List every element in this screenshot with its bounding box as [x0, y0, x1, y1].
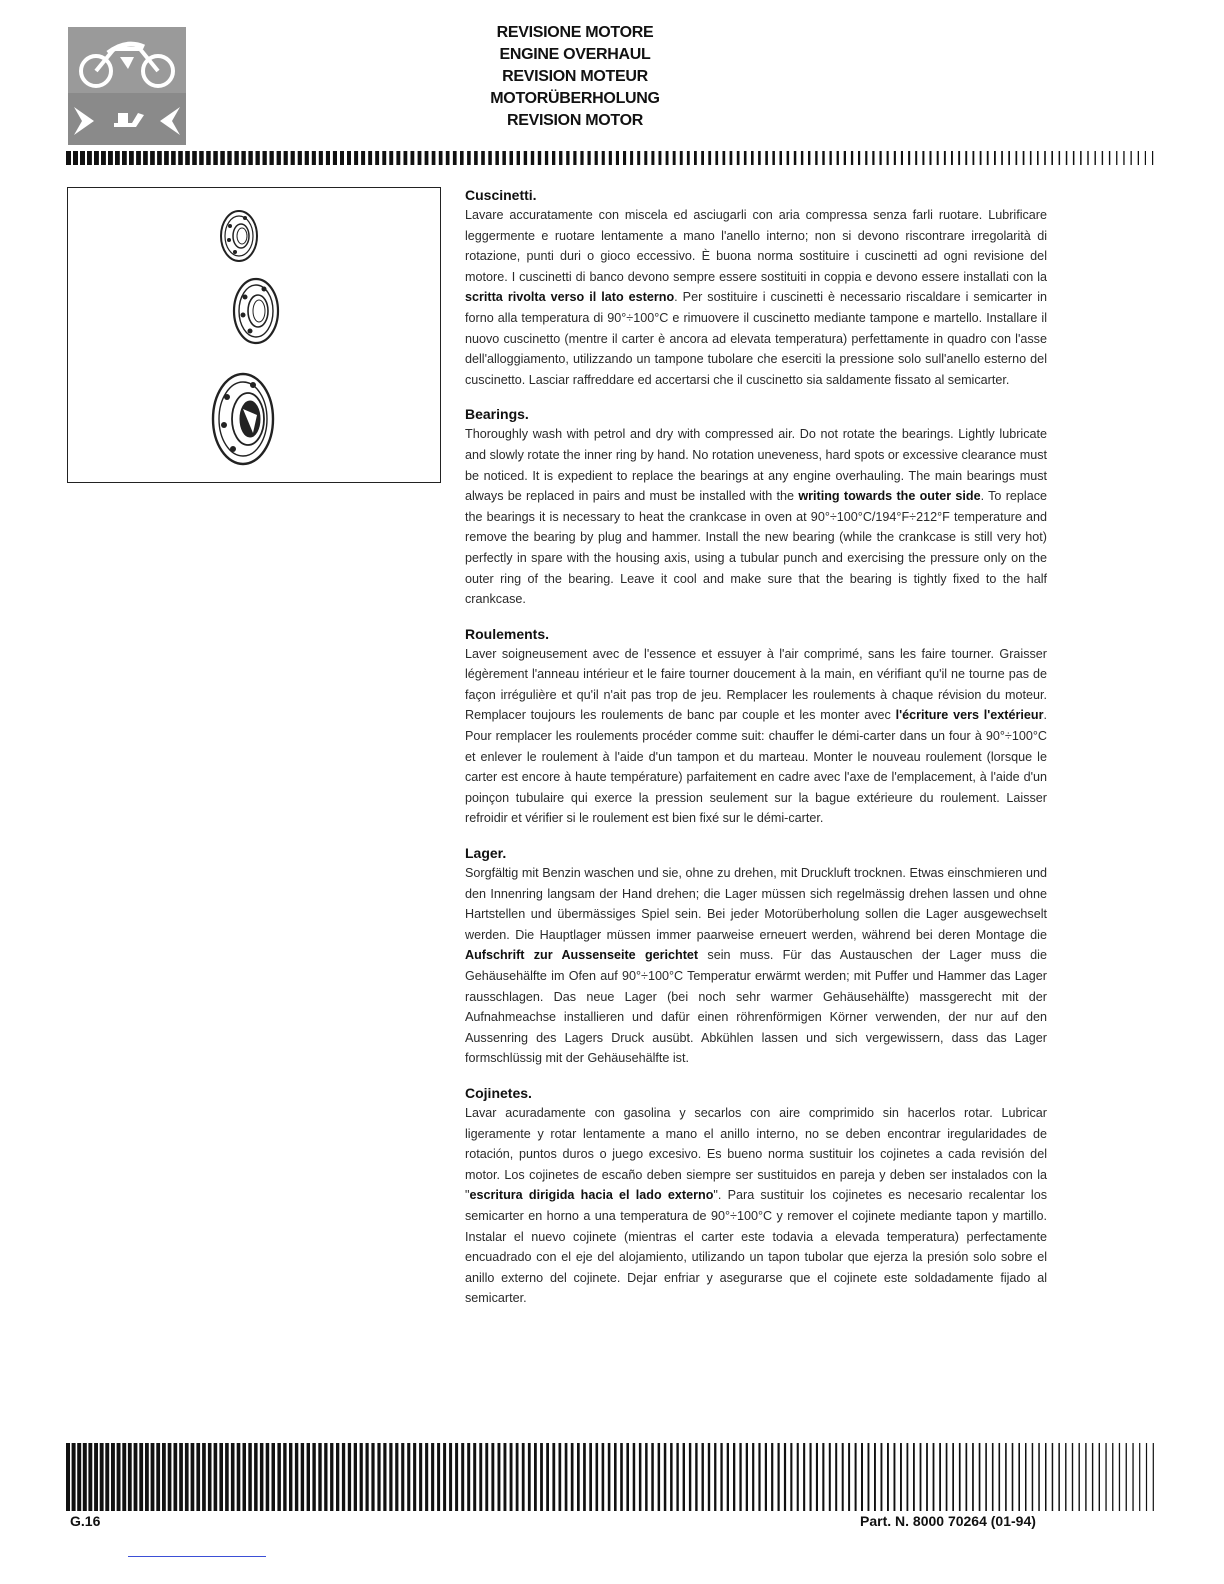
section-de: [465, 843, 1047, 1069]
section-en: [465, 404, 1047, 609]
section-heading: Cojinetes.: [465, 1084, 532, 1101]
section-body: Laver soigneusement avec de l'essence et essuyer à l'air comprimé, sans les faire tourner. Graisser légèrement l'anneau intérieur et le faire tourner doucement à la main, en vérifiant qu'il ne tourne pas de façon irrégulière et qu'il n'ait pas trop de jeu. Remplacer les roulements à chaque révision du moteur. Remplacer toujours les roulements de banc par couple et les monter avec l'écriture vers l'extérieur. Pour remplacer les roulements procéder comme suit: chauffer le démi-carter dans un four à 90°÷100°C et enlever le roulement à l'aide d'un tampon et du marteau. Monter le nouveau roulement (lorsque le carter est encore à haute température) parfaitement en cadre avec l'axe de l'emplacement, à l'aide d'un poinçon tubulaire qui exerce la pression seulement sur la bague extérieure du roulement. Laisser refroidir et vérifier si le roulement est bien fixé sur le démi-carter.: [465, 646, 1047, 826]
section-heading: Roulements.: [465, 625, 550, 642]
page-titles: [425, 22, 725, 132]
section-it: [465, 185, 1047, 390]
title-fr: REVISION MOTEUR: [502, 68, 648, 85]
section-heading: Bearings.: [465, 406, 529, 423]
section-body: Lavare accuratamente con miscela ed asciugarli con aria compressa senza farli ruotare. Lubrificare leggermente e ruotare lentamente a mano l'anello interno; non si devono riscontrare irregolarità di rotazione, punti duri o gioco eccessivo. È buona norma sostituire i cuscinetti ad ogni revisione del motore. I cuscinetti di banco devono sempre essere sostituiti in coppia e devono essere installati con la scritta rivolta verso il lato esterno. Per sostituire i cuscinetti è necessario riscaldare i semicarter in forno alla temperatura di 90°÷100°C e rimuovere il cuscinetto mediante tampone e martello. Installare il nuovo cuscinetto (mentre il carter è ancora ad elevata temperatura) perfettamente in quadro con l'asse dell'alloggiamento, utilizzando un tampone tubolare che eserciti la pressione solo sull'anello esterno del cuscinetto. Lasciar raffreddare ed accertarsi che il cuscinetto sia saldamente fissato al semicarter.: [465, 208, 1048, 387]
part-number: Part. N. 8000 70264 (01-94): [860, 1513, 1036, 1529]
title-en: ENGINE OVERHAUL: [499, 46, 651, 63]
bearing-medium-illustration: [234, 279, 278, 343]
page-number: G.16: [70, 1513, 101, 1529]
title-it: REVISIONE MOTORE: [496, 24, 654, 41]
title-es: REVISION MOTOR: [507, 112, 643, 129]
section-body: Thoroughly wash with petrol and dry with compressed air. Do not rotate the bearings. Lightly lubricate and slowly rotate the inner ring by hand. No rotation uneveness, hard spots or excessive clearance must be noticed. It is expedient to replace the bearings at any engine overhauling. The main bearings must always be replaced in pairs and must be installed with the writing towards the outer side. To replace the bearings it is necessary to heat the crankcase in oven at 90°÷100°C/194°F÷212°F temperature and remove the bearing by plug and hammer. Install the new bearing (while the crankcase is still very hot) perfectly in spare with the housing axis, using a tubular punch and exercising the pressure only on the outer ring of the bearing. Leave it cool and make sure that the bearing is tightly fixed to the half crankcase.: [465, 427, 1048, 607]
section-heading: Lager.: [465, 845, 507, 862]
bottom-stripe-bar: [66, 1443, 1158, 1511]
bearing-small-illustration: [221, 211, 257, 261]
motorcycle-service-logo: [68, 27, 186, 145]
section-body: Lavar acuradamente con gasolina y secarlos con aire comprimido sin hacerlos rotar. Lubricar ligeramente y rotar lentamente a mano el anillo interno, no se deben encontrar iregularidades de rotación, puntos duros o juego excesivo. Es bueno norma sustituir los cojinetes a cada revisión del motor. Los cojinetes de escaño deben siempre ser sustituidos en pareja y deben ser instalados con la "escritura dirigida hacia el lado externo". Para sustituir los cojinetes es necesario recalentar los semicarter en horno a una temperatura de 90°÷100°C y remover el cojinete mediante tapon y martillo. Instalar el nuevo cojinete (mientras el carter este todavia a elevada temperatura) perfectamente encuadrado con el eje del alojamiento, utilizando un tapon tubolar que ejerza la presión solo sobre el anillo externo del cojinete. Dejar enfriar y asegurarse que el cojinete este soldadamente fijado al semicarter.: [465, 1105, 1047, 1306]
text-column: [465, 185, 1047, 1323]
section-es: [465, 1083, 1047, 1309]
footer-rule: [128, 1556, 266, 1557]
top-stripe-bar: [66, 150, 1158, 164]
bearings-figure: [67, 187, 441, 483]
section-body: Sorgfältig mit Benzin waschen und sie, ohne zu drehen, mit Druckluft trocknen. Etwas einschmieren und den Innenring langsam der Hand drehen; die Lager müssen sich regelmässig drehen lassen und ohne Hartstellen und übermässiges Spiel sein. Bei jeder Motorüberholung sollen die Lager ausgewechselt werden. Die Hauptlager müssen immer paarweise erneuert werden, während bei deren Montage die Aufschrift zur Aussenseite gerichtet sein muss. Für das Austauschen der Lager muss die Gehäusehälfte im Ofen auf 90°÷100°C Temperatur erwärmt werden; mit Puffer und Hammer das Lager rausschlagen. Das neue Lager (bei noch sehr warmer Gehäusehälfte) massgerecht mit der Aufnahmeachse installieren und dafür einen röhrenförmigen Körner verwenden, der nur auf den Aussenring des Lagers Druck ausübt. Abkühlen lassen und sich vergewissern, dass das Lager formschlüssig mit der Gehäusehälfte ist.: [465, 866, 1047, 1066]
section-heading: Cuscinetti.: [465, 187, 537, 203]
section-fr: [465, 624, 1047, 829]
title-de: MOTORÜBERHOLUNG: [490, 90, 660, 107]
bearing-large-illustration: [213, 374, 273, 464]
